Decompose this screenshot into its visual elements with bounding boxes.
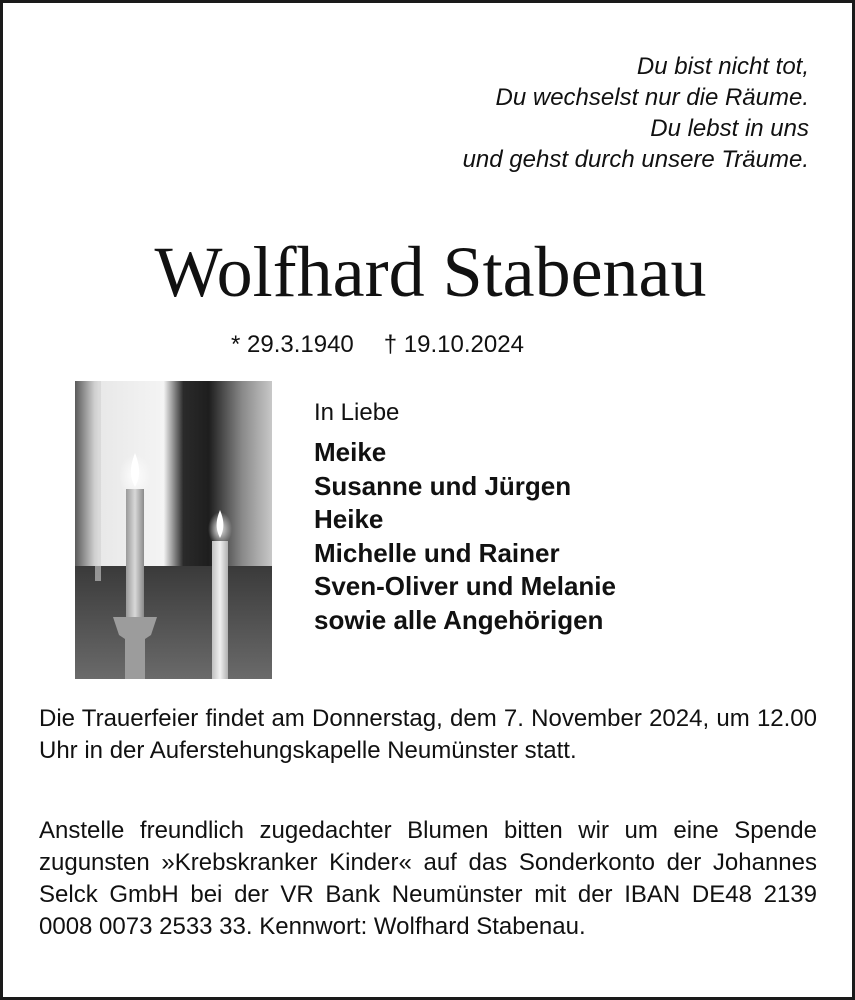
mourners-block [314,396,616,638]
death-date: † 19.10.2024 [383,331,524,358]
candles-photo [75,381,272,679]
poem [289,51,809,175]
donation-notice: Anstelle freundlich zugedachter Blumen bitten wir um eine Spende zugunsten »Krebskranker Kinder« auf das Sonderkonto der Johannes Selck GmbH bei der VR Bank Neumünster mit der IBAN DE48 2139 0008 0073 2533 33. Kennwort: Wolfhard Stabenau. [39,817,817,940]
poem-line: Du lebst in uns [650,115,809,142]
birth-date: * 29.3.1940 [231,331,354,358]
poem-line: und gehst durch unsere Träume. [462,146,809,173]
mourner-name: Susanne und Jürgen [314,470,572,501]
mourner-name: Meike [314,437,387,467]
deceased-name: Wolfhard Stabenau [154,232,707,312]
poem-line: Du bist nicht tot, [636,53,809,80]
life-dates [231,329,524,361]
mourner-name: Michelle und Rainer [314,537,560,568]
mourners-names [314,436,616,638]
funeral-notice: Die Trauerfeier findet am Donnerstag, dem 7. November 2024, um 12.00 Uhr in der Auferstehungskapelle Neumünster statt. [39,705,817,764]
mourners-intro: In Liebe [314,399,400,426]
mourner-name: sowie alle Angehörigen [314,604,604,635]
poem-line: Du wechselst nur die Räume. [495,84,809,111]
mourner-name: Heike [314,504,384,535]
mourner-name: Sven-Oliver und Melanie [314,571,616,602]
